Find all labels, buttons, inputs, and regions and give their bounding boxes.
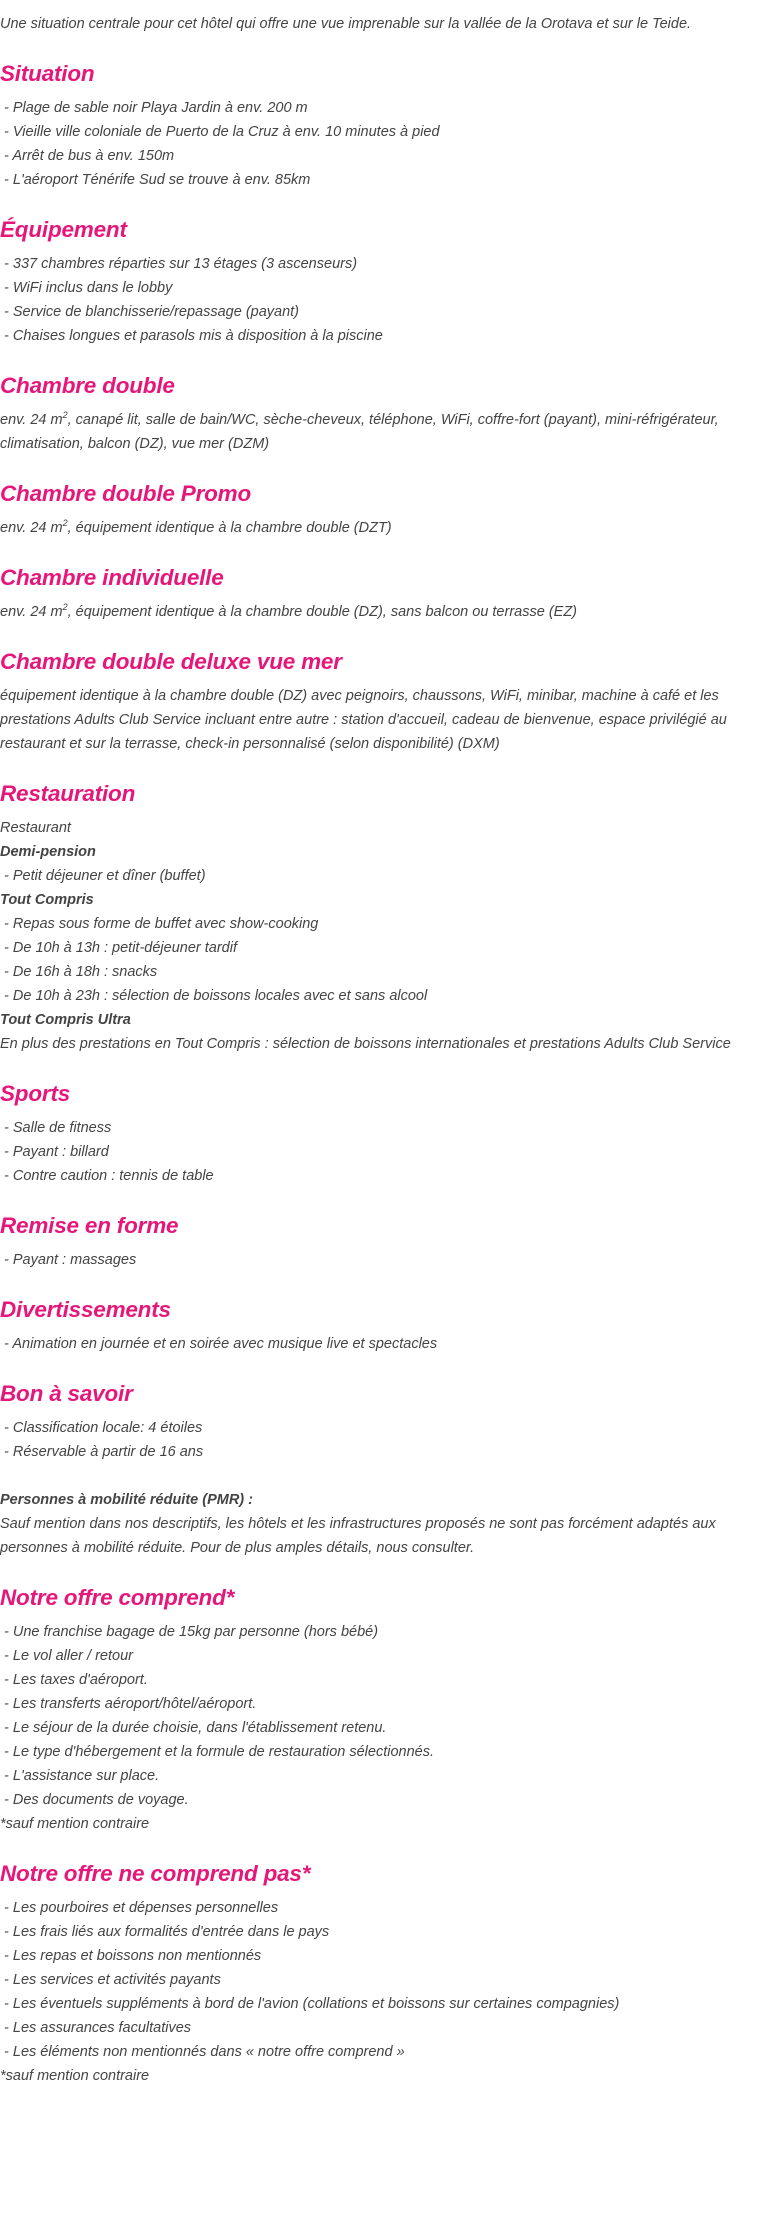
subheading: Demi-pension: [0, 844, 96, 860]
section-title-bon-a-savoir: Bon à savoir: [0, 1381, 133, 1406]
list-item: - Payant : billard: [0, 1144, 109, 1160]
section-chambre-double-promo: [0, 476, 758, 540]
pmr-text: Sauf mention dans nos descriptifs, les hôtels et les infrastructures proposés ne sont pas forcément adaptés aux personnes à mobilité réduite. Pour de plus amples détails, nous consulter.: [0, 1516, 716, 1556]
list-item: - Les éventuels suppléments à bord de l'avion (collations et boissons sur certaines compagnies): [0, 1996, 620, 2012]
section-offre-comprend: [0, 1580, 758, 1836]
list-item: - Arrêt de bus à env. 150m: [0, 148, 175, 164]
footnote: *sauf mention contraire: [0, 1816, 150, 1832]
hotel-description: [0, 12, 758, 2088]
section-title-remise-en-forme: Remise en forme: [0, 1213, 179, 1238]
list-item: - Les pourboires et dépenses personnelles: [0, 1900, 279, 1916]
subheading: Tout Compris Ultra: [0, 1012, 131, 1028]
list-item: - Service de blanchisserie/repassage (payant): [0, 304, 300, 320]
section-equipement: [0, 212, 758, 348]
section-title-offre-ne-comprend-pas: Notre offre ne comprend pas*: [0, 1861, 311, 1886]
section-title-equipement: Équipement: [0, 217, 127, 242]
list-item: - Classification locale: 4 étoiles: [0, 1420, 203, 1436]
list-item: - Chaises longues et parasols mis à disposition à la piscine: [0, 328, 383, 344]
list-item: - Les assurances facultatives: [0, 2020, 192, 2036]
list-item: - Les taxes d'aéroport.: [0, 1672, 148, 1688]
section-sports: [0, 1076, 758, 1188]
list-item: - De 10h à 13h : petit-déjeuner tardif: [0, 940, 237, 956]
section-chambre-double: [0, 368, 758, 456]
section-chambre-individuelle: [0, 560, 758, 624]
list-item: - Le vol aller / retour: [0, 1648, 133, 1664]
list-item: - Animation en journée et en soirée avec musique live et spectacles: [0, 1336, 438, 1352]
section-bon-a-savoir: [0, 1376, 758, 1560]
list-item: - L'assistance sur place.: [0, 1768, 160, 1784]
footnote: *sauf mention contraire: [0, 2068, 150, 2084]
list-item: - Salle de fitness: [0, 1120, 112, 1136]
pmr-heading: Personnes à mobilité réduite (PMR) :: [0, 1492, 253, 1508]
list-item: - Petit déjeuner et dîner (buffet): [0, 868, 206, 884]
section-title-chambre-double-promo: Chambre double Promo: [0, 481, 252, 506]
list-item: - Les frais liés aux formalités d'entrée dans le pays: [0, 1924, 330, 1940]
list-item: - Les transferts aéroport/hôtel/aéroport.: [0, 1696, 257, 1712]
section-title-offre-comprend: Notre offre comprend*: [0, 1585, 235, 1610]
section-title-chambre-deluxe: Chambre double deluxe vue mer: [0, 649, 342, 674]
section-title-restauration: Restauration: [0, 781, 136, 806]
section-offre-ne-comprend-pas: [0, 1856, 758, 2088]
list-item: - Payant : massages: [0, 1252, 137, 1268]
list-item: - Réservable à partir de 16 ans: [0, 1444, 204, 1460]
section-title-sports: Sports: [0, 1081, 71, 1106]
list-item: - Une franchise bagage de 15kg par personne (hors bébé): [0, 1624, 379, 1640]
list-item: En plus des prestations en Tout Compris : sélection de boissons internationales et prestations Adults Club Service: [0, 1036, 731, 1052]
section-divertissements: [0, 1292, 758, 1356]
section-chambre-deluxe: [0, 644, 758, 756]
room-description: env. 24 $m^2$, équipement identique à la chambre double (DZT): [0, 518, 392, 536]
intro-text: Une situation centrale pour cet hôtel qui offre une vue imprenable sur la vallée de la Orotava et sur le Teide.: [0, 16, 692, 32]
list-item: - Le séjour de la durée choisie, dans l'établissement retenu.: [0, 1720, 387, 1736]
section-restauration: [0, 776, 758, 1056]
section-situation: [0, 56, 758, 192]
list-item: - De 10h à 23h : sélection de boissons locales avec et sans alcool: [0, 988, 428, 1004]
list-item: - Contre caution : tennis de table: [0, 1168, 214, 1184]
room-description: env. 24 $m^2$, canapé lit, salle de bain/WC, sèche-cheveux, téléphone, WiFi, coffre-fort (payant), mini-réfrigérateur, climatisation, balcon (DZ), vue mer (DZM): [0, 410, 719, 452]
section-title-situation: Situation: [0, 61, 95, 86]
section-title-chambre-double: Chambre double: [0, 373, 175, 398]
list-item: Restaurant: [0, 820, 71, 836]
list-item: - Le type d'hébergement et la formule de restauration sélectionnés.: [0, 1744, 434, 1760]
list-item: - Les repas et boissons non mentionnés: [0, 1948, 262, 1964]
section-title-divertissements: Divertissements: [0, 1297, 171, 1322]
list-item: - Vieille ville coloniale de Puerto de la Cruz à env. 10 minutes à pied: [0, 124, 440, 140]
section-title-chambre-individuelle: Chambre individuelle: [0, 565, 224, 590]
list-item: - Des documents de voyage.: [0, 1792, 189, 1808]
list-item: - Plage de sable noir Playa Jardin à env. 200 m: [0, 100, 308, 116]
list-item: - 337 chambres réparties sur 13 étages (3 ascenseurs): [0, 256, 358, 272]
section-remise-en-forme: [0, 1208, 758, 1272]
list-item: - De 16h à 18h : snacks: [0, 964, 158, 980]
list-item: - WiFi inclus dans le lobby: [0, 280, 173, 296]
subheading: Tout Compris: [0, 892, 94, 908]
list-item: - Les éléments non mentionnés dans « notre offre comprend »: [0, 2044, 405, 2060]
room-description: env. 24 $m^2$, équipement identique à la chambre double (DZ), sans balcon ou terrasse (EZ): [0, 602, 578, 620]
list-item: - Les services et activités payants: [0, 1972, 221, 1988]
room-description: équipement identique à la chambre double (DZ) avec peignoirs, chaussons, WiFi, minibar, machine à café et les prestations Adults Club Service incluant entre autre : station d'accueil, cadeau de bienvenue, espace privilégié au restaurant et sur la terrasse, check-in personnalisé (selon disponibilité) (DXM): [0, 688, 727, 752]
list-item: - Repas sous forme de buffet avec show-cooking: [0, 916, 319, 932]
list-item: - L'aéroport Ténérife Sud se trouve à env. 85km: [0, 172, 311, 188]
